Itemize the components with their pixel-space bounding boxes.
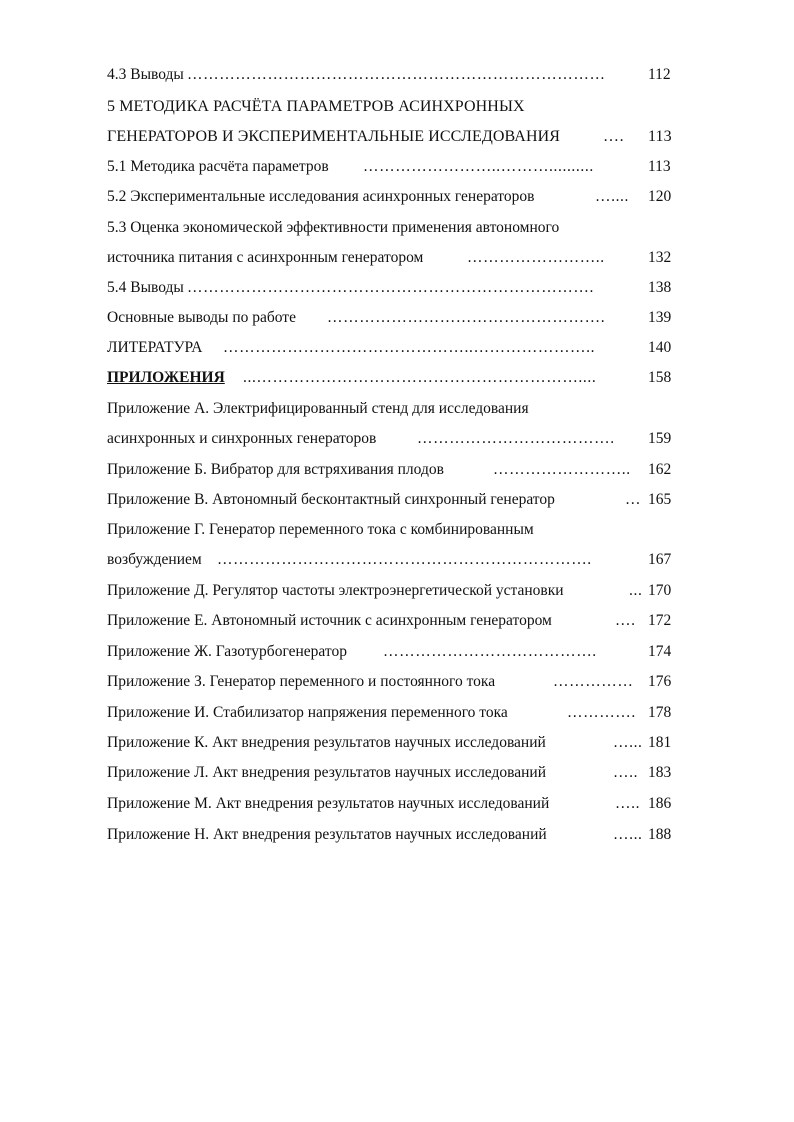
toc-entry-leader: …. [615,612,636,629]
toc-entry-title: Приложение И. Стабилизатор напряжения переменного тока [107,704,508,721]
toc-entry-page: 186 [648,795,672,812]
toc-entry-title: 5.1 Методика расчёта параметров [107,158,329,175]
toc-entry [107,550,672,570]
toc-entry-title: Приложение Б. Вибратор для встряхивания плодов [107,461,444,478]
toc-entry-leader: …………… [553,673,634,690]
toc-entry [107,611,672,631]
toc-entry-leader: ... [629,582,643,599]
toc-entry-page: 165 [648,491,672,508]
toc-entry-leader: ……………………………………………………………. [217,551,592,568]
toc-entry-leader: ….... [595,188,629,205]
toc-entry [107,399,529,419]
toc-entry-page: 167 [648,551,672,568]
toc-entry [107,187,672,207]
toc-entry-page: 138 [648,279,672,296]
toc-entry-title: Приложение Н. Акт внедрения результатов научных исследований [107,826,547,843]
toc-entry [107,703,672,723]
toc-entry [107,218,559,238]
toc-entry-leader: …... [613,826,643,843]
toc-entry [107,794,672,814]
toc-entry-leader: …………………….. [467,249,605,266]
toc-entry-page: 170 [648,582,672,599]
toc-entry [107,460,672,480]
toc-entry [107,672,672,692]
toc-entry-title: ГЕНЕРАТОРОВ И ЭКСПЕРИМЕНТАЛЬНЫЕ ИССЛЕДОВАНИЯ [107,128,561,145]
toc-entry-leader: ………………………………………..………………….. [223,339,596,356]
toc-entry-title: 5.2 Экспериментальные исследования асинхронных генераторов [107,188,535,205]
toc-entry-leader: …. [603,128,625,145]
toc-entry-leader: …………………………………………………………………… [187,66,606,83]
toc-entry [107,429,672,449]
toc-entry-title: 5.4 Выводы [107,279,184,296]
toc-entry-title: 5 МЕТОДИКА РАСЧЁТА ПАРАМЕТРОВ АСИНХРОННЫХ [107,98,525,115]
toc-entry-title: ЛИТЕРАТУРА [107,339,203,356]
toc-entry-leader: ……………………………………………. [327,309,606,326]
toc-entry-page: 188 [648,826,672,843]
toc-entry-page: 158 [648,369,672,386]
toc-entry [107,763,672,783]
toc-entry-page: 139 [648,309,672,326]
toc-entry-leader: …... [613,734,643,751]
toc-entry [107,127,672,147]
toc-entry-title: ПРИЛОЖЕНИЯ [107,369,225,386]
toc-entry [107,278,672,298]
toc-entry-leader: ………………………………. [417,430,615,447]
toc-entry-page: 162 [648,461,672,478]
toc-entry-page: 113 [648,128,672,145]
toc-entry-title: Приложение З. Генератор переменного и постоянного тока [107,673,496,690]
toc-entry-page: 172 [648,612,672,629]
toc-entry-page: 132 [648,249,672,266]
toc-entry [107,368,672,388]
toc-entry-leader: ….. [615,795,641,812]
toc-entry [107,338,672,358]
toc-entry-page: 183 [648,764,672,781]
toc-entry-leader: …………………………………………………………………. [187,279,594,296]
toc-entry-page: 181 [648,734,672,751]
toc-entry-leader: ...…………………………………………………….... [243,369,597,386]
toc-entry-title: возбуждением [107,551,202,568]
toc-entry-page: 140 [648,339,672,356]
toc-entry [107,733,672,753]
toc-entry-page: 112 [648,66,671,83]
toc-entry-title: Приложение Е. Автономный источник с асинхронным генератором [107,612,552,629]
toc-entry-leader: ….. [613,764,639,781]
toc-entry [107,97,525,117]
toc-entry-leader: …………………….. [493,461,631,478]
toc-entry-leader: ……………………..……….......... [363,158,594,175]
toc-entry-leader: … [625,491,642,508]
toc-entry-title: Основные выводы по работе [107,309,296,326]
toc-entry [107,642,672,662]
toc-entry-page: 174 [648,643,672,660]
toc-entry-title: Приложение В. Автономный бесконтактный синхронный генератор [107,491,555,508]
toc-entry-title: Приложение К. Акт внедрения результатов научных исследований [107,734,546,751]
toc-entry-title: Приложение Ж. Газотурбогенератор [107,643,347,660]
toc-entry-title: Приложение Л. Акт внедрения результатов научных исследований [107,764,546,781]
toc-entry-title: Приложение Г. Генератор переменного тока с комбинированным [107,521,534,538]
toc-entry-page: 159 [648,430,672,447]
toc-entry-page: 178 [648,704,672,721]
toc-entry-title: Приложение Д. Регулятор частоты электроэнергетической установки [107,582,564,599]
toc-entry [107,825,672,845]
toc-entry-title: 4.3 Выводы [107,66,184,83]
toc-entry [107,581,672,601]
toc-entry-title: асинхронных и синхронных генераторов [107,430,377,447]
toc-entry-title: Приложение А. Электрифицированный стенд для исследования [107,400,529,417]
toc-entry [107,490,672,510]
toc-entry [107,157,671,177]
toc-entry [107,248,672,268]
toc-entry [107,65,671,85]
toc-entry-page: 176 [648,673,672,690]
toc-entry-leader: …………. [567,704,636,721]
toc-entry [107,520,534,540]
toc-entry-page: 120 [648,188,672,205]
toc-entry-leader: …………………………………. [383,643,597,660]
toc-entry-title: источника питания с асинхронным генератором [107,249,424,266]
toc-entry-page: 113 [648,158,671,175]
toc-entry-title: Приложение М. Акт внедрения результатов научных исследований [107,795,550,812]
toc-entry [107,308,672,328]
toc-entry-title: 5.3 Оценка экономической эффективности применения автономного [107,219,560,236]
